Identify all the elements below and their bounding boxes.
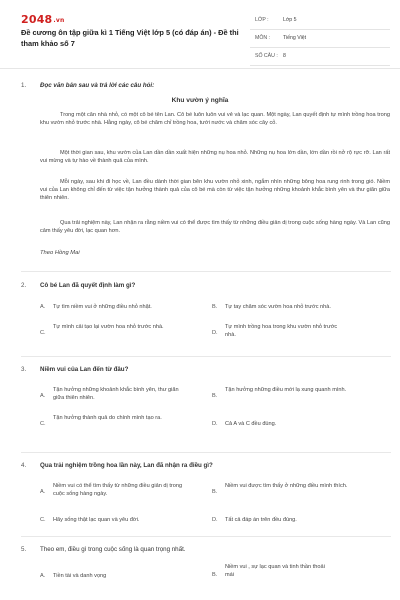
document-page: 2048.vn Đề cương ôn tập giữa kì 1 Tiếng Việt lớp 5 (có đáp án) - Đề thi tham khảo số 7 LỚP : Lớp 5 MÔN : Tiếng Việt SỐ CÂU : 8 1. Đọc văn bản sau và trả lời các câu hỏi: Khu vườn ý nghĩa Trong một căn nhà nhỏ, có một cô bé tên Lan. Cô bé luôn luôn vui vẻ và lạc quan. Một ngày, Lan quyết định tự mình trồng hoa trong khu vườn nhỏ trước nhà. Hằng ngày, cô bé chăm chỉ trồng hoa, tưới nước và chăm sóc cây cỏ. Một thời gian sau, khu vườn của Lan dần dần xuất hiện những nụ hoa nhỏ. Những nụ hoa lớn dần, lớn dần rồi nở rộ rực rỡ. Lan rất vui mừng và tự hào về thành quả của mình. Mỗi ngày, sau khi đi học về, Lan đều dành thời gian bên khu vườn nhỏ xinh, ngắm nhìn những bông hoa rung rinh trong gió. Niềm vui của Lan không chỉ đến từ việc tận hưởng thành quả của cô bé mà còn từ việc tận hưởng những khoảnh khắc bình yên và thư giãn giữa thiên nhiên. Qua trải nghiệm này, Lan nhận ra rằng niềm vui có thể được tìm thấy từ những điều giản dị trong cuộc sống hàng ngày. Và Lan cũng cảm thấy yêu đời, lạc quan hơn. Theo Hồng Mai 2. Cô bé Lan đã quyết định làm gì? A. Tự tìm niềm vui ở những điều nhỏ nhặt. B. Tự tay chăm sóc vườn hoa nhỏ trước nhà. C. Tự mình cải tạo lại vườn hoa nhỏ trước nhà. D. Tự mình trồng hoa trong khu vườn nhỏ trước nhà. 3. Niềm vui của Lan đến từ đâu? A. Tận hưởng những khoảnh khắc bình yên, thư giãn giữa thiên nhiên. B. Tận hưởng những điều mới lạ xung quanh mình. C. Tận hưởng thành quả do chính mình tạo ra. D. Cả A và C đều đúng. 4. Qua trải nghiệm trồng hoa lần này, Lan đã nhận ra điều gì? A. Niềm vui có thể tìm thấy từ những điều giản dị trong cuộc sống hàng ngày. B. Niềm vui được tìm thấy ở những điều mình thích. C. Hãy sống thật lạc quan và yêu đời. D. Tất cả đáp án trên đều đúng. 5. Theo em, điều gì trong cuộc sống là quan trọng nhất. A. Tiền tài và danh vọng B. Niềm vui , sự lạc quan và tinh thần thoải mái (0, 0, 400, 600)
question-text: Qua trải nghiệm trồng hoa lần này, Lan đã nhận ra điều gì? (40, 462, 213, 469)
story-paragraph: Trong một căn nhà nhỏ, có một cô bé tên Lan. Cô bé luôn luôn vui vẻ và lạc quan. Một ngày, Lan quyết định tự mình trồng hoa trong khu vườn nhỏ trước nhà. Hằng ngày, cô bé chăm chỉ trồng hoa, tưới nước và chăm sóc cây cỏ. (40, 112, 390, 127)
meta-key: SỐ CÂU : (255, 53, 278, 59)
story-paragraph: Qua trải nghiệm này, Lan nhận ra rằng niềm vui có thể được tìm thấy từ những điều giản dị trong cuộc sống hàng ngày. Và Lan cũng cảm thấy yêu đời, lạc quan hơn. (40, 220, 390, 235)
meta-value: Lớp 5 (283, 17, 297, 23)
question-text: Cô bé Lan đã quyết định làm gì? (40, 282, 136, 289)
header-divider (0, 68, 400, 69)
question-number: 2. (21, 282, 27, 289)
meta-row-count (250, 48, 390, 66)
meta-value: Tiếng Việt (283, 35, 307, 41)
story-author: Theo Hồng Mai (40, 250, 80, 256)
question-divider (21, 452, 391, 453)
question-divider (21, 536, 391, 537)
question-number: 4. (21, 462, 27, 469)
site-logo[interactable]: 2048.vn (21, 13, 65, 26)
question-number: 3. (21, 366, 27, 373)
option-c[interactable]: C. Tự mình cải tạo lại vườn hoa nhỏ trước nhà. (40, 324, 164, 336)
question-divider (21, 356, 391, 357)
meta-key: MÔN : (255, 35, 270, 41)
document-title: Đề cương ôn tập giữa kì 1 Tiếng Việt lớp 5 (có đáp án) - Đề thi tham khảo số 7 (21, 28, 239, 48)
question-text: Theo em, điều gì trong cuộc sống là quan trọng nhất. (40, 546, 186, 553)
option-a[interactable]: A. Niềm vui có thể tìm thấy từ những điều giản dị trong cuộc sống hàng ngày. (40, 483, 183, 497)
story-paragraph: Mỗi ngày, sau khi đi học về, Lan đều dành thời gian bên khu vườn nhỏ xinh, ngắm nhìn những bông hoa rung rinh trong gió. Niềm vui của Lan không chỉ đến từ việc tận hưởng thành quả của cô bé mà còn từ việc tận hưởng những khoảnh khắc bình yên và thư giãn giữa thiên nhiên. (40, 179, 390, 202)
meta-row-class (250, 12, 390, 30)
question-text: Niềm vui của Lan đến từ đâu? (40, 366, 129, 373)
question-number: 5. (21, 546, 27, 553)
question-number: 1. (21, 82, 27, 89)
meta-key: LỚP : (255, 17, 269, 23)
meta-row-subject (250, 30, 390, 48)
question-prompt: Đọc văn bản sau và trả lời các câu hỏi: (40, 82, 155, 89)
option-b[interactable]: B. Tận hưởng những điều mới lạ xung quanh mình. (212, 387, 347, 399)
story-paragraph: Một thời gian sau, khu vườn của Lan dần dần xuất hiện những nụ hoa nhỏ. Những nụ hoa lớn dần, lớn dần rồi nở rộ rực rỡ. Lan rất vui mừng và tự hào về thành quả của mình. (40, 150, 390, 165)
option-c[interactable]: C. Tận hưởng thành quả do chính mình tạo ra. (40, 415, 162, 427)
meta-value: 8 (283, 53, 286, 59)
document-header (0, 0, 400, 68)
story-title: Khu vườn ý nghĩa (171, 97, 229, 104)
option-b[interactable]: B. Niềm vui được tìm thấy ở những điều mình thích. (212, 483, 348, 495)
option-d[interactable]: D. Tự mình trồng hoa trong khu vườn nhỏ trước nhà. (212, 324, 338, 338)
meta-table (250, 12, 390, 66)
option-a[interactable]: A. Tận hưởng những khoảnh khắc bình yên, thư giãn giữa thiên nhiên. (40, 387, 179, 401)
option-b[interactable]: B. Niềm vui , sự lạc quan và tinh thần thoải mái (212, 564, 325, 578)
question-divider (21, 271, 391, 272)
